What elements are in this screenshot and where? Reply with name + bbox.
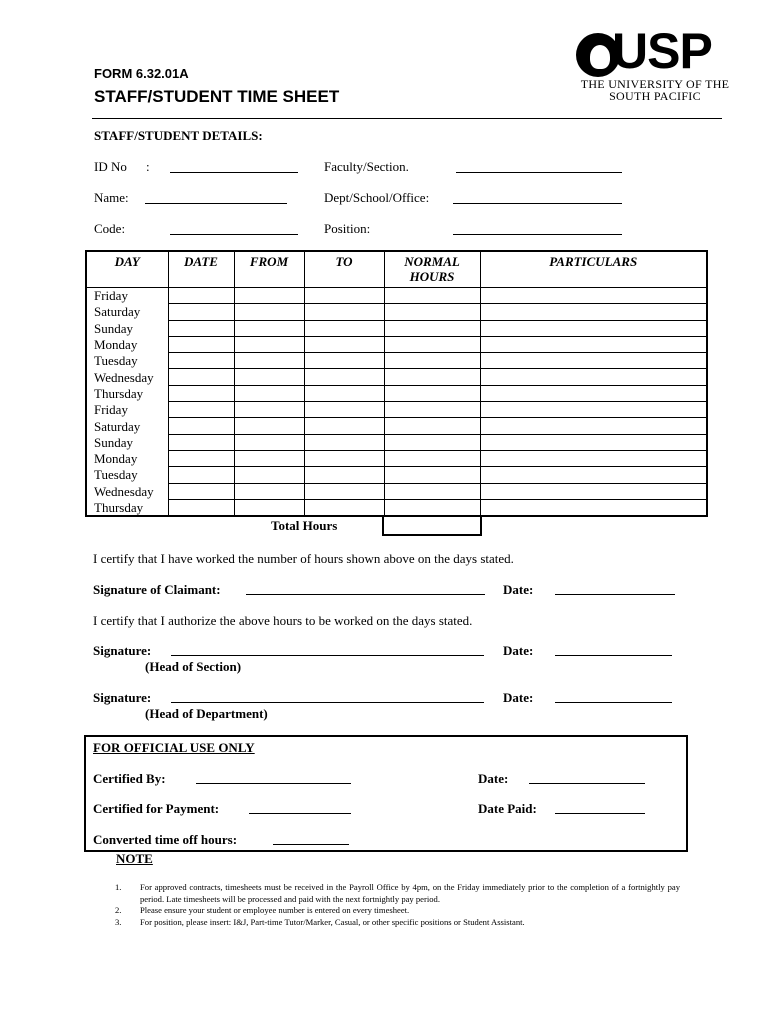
notes-list (115, 882, 680, 928)
to-cell[interactable] (304, 369, 384, 385)
from-cell[interactable] (234, 369, 304, 385)
position-label: Position: (324, 221, 371, 236)
page-title: STAFF/STUDENT TIME SHEET (94, 87, 340, 106)
certified-payment-label: Certified for Payment: (93, 801, 220, 816)
from-cell[interactable] (234, 402, 304, 418)
name-field[interactable] (145, 203, 287, 204)
position-field[interactable] (453, 234, 622, 235)
to-cell[interactable] (304, 320, 384, 336)
note-number: 2. (115, 905, 122, 915)
to-cell[interactable] (304, 336, 384, 352)
certified-by-label: Certified By: (93, 771, 166, 786)
signature-department-label: Signature: (93, 690, 152, 705)
date-cell[interactable] (168, 467, 234, 483)
col-header-date: DATE (168, 251, 234, 288)
day-cell: Tuesday (86, 353, 168, 369)
time-sheet-table (85, 250, 708, 517)
department-date-label: Date: (503, 690, 534, 705)
to-cell[interactable] (304, 288, 384, 304)
logo-subtitle-line-2: SOUTH PACIFIC (609, 89, 701, 103)
particulars-cell[interactable] (480, 483, 707, 499)
day-cell: Thursday (86, 499, 168, 516)
particulars-cell[interactable] (480, 450, 707, 466)
note-item (115, 917, 680, 929)
from-cell[interactable] (234, 483, 304, 499)
official-use-heading: FOR OFFICIAL USE ONLY (93, 740, 255, 755)
note-number: 3. (115, 916, 122, 927)
date-cell[interactable] (168, 320, 234, 336)
table-header-row (86, 251, 707, 288)
table-row (86, 402, 707, 418)
table-row (86, 353, 707, 369)
claimant-date-label: Date: (503, 582, 534, 597)
converted-time-field[interactable] (273, 844, 349, 845)
particulars-cell[interactable] (480, 353, 707, 369)
date-cell[interactable] (168, 353, 234, 369)
day-cell: Tuesday (86, 467, 168, 483)
official-date-label: Date: (478, 771, 509, 786)
table-row (86, 434, 707, 450)
normal-hours-cell[interactable] (384, 450, 480, 466)
table-row (86, 288, 707, 304)
normal-hours-cell[interactable] (384, 288, 480, 304)
logo-text: USP (612, 23, 712, 79)
from-cell[interactable] (234, 353, 304, 369)
code-field[interactable] (170, 234, 298, 235)
head-of-section-label: (Head of Section) (145, 659, 242, 674)
to-cell[interactable] (304, 353, 384, 369)
normal-hours-cell[interactable] (384, 467, 480, 483)
to-cell[interactable] (304, 418, 384, 434)
faculty-label: Faculty/Section. (324, 159, 409, 174)
particulars-cell[interactable] (480, 499, 707, 516)
faculty-field[interactable] (456, 172, 622, 173)
normal-hours-cell[interactable] (384, 369, 480, 385)
to-cell[interactable] (304, 304, 384, 320)
note-text: For approved contracts, timesheets must be received in the Payroll Office by 4pm, on the Friday immediately prior to the completion of a fortnightly pay period. Late timesheets will be processed and paid with the next fortnightly pay period. (140, 882, 680, 904)
particulars-cell[interactable] (480, 288, 707, 304)
table-row (86, 467, 707, 483)
date-paid-field[interactable] (555, 813, 645, 814)
normal-hours-cell[interactable] (384, 336, 480, 352)
normal-hours-cell[interactable] (384, 434, 480, 450)
normal-hours-cell[interactable] (384, 402, 480, 418)
date-cell[interactable] (168, 483, 234, 499)
to-cell[interactable] (304, 499, 384, 516)
particulars-cell[interactable] (480, 418, 707, 434)
day-cell: Wednesday (86, 483, 168, 499)
table-row (86, 450, 707, 466)
dept-field[interactable] (453, 203, 622, 204)
normal-hours-cell[interactable] (384, 499, 480, 516)
table-row (86, 369, 707, 385)
date-cell[interactable] (168, 402, 234, 418)
day-cell: Saturday (86, 304, 168, 320)
date-paid-label: Date Paid: (478, 801, 537, 816)
from-cell[interactable] (234, 499, 304, 516)
authorize-statement: I certify that I authorize the above hours to be worked on the days stated. (93, 613, 473, 628)
from-cell[interactable] (234, 385, 304, 401)
id-colon: : (146, 159, 150, 174)
normal-hours-cell[interactable] (384, 320, 480, 336)
from-cell[interactable] (234, 418, 304, 434)
particulars-cell[interactable] (480, 402, 707, 418)
signature-claimant-label: Signature of Claimant: (93, 582, 221, 597)
from-cell[interactable] (234, 320, 304, 336)
col-header-day: DAY (86, 251, 168, 288)
converted-time-label: Converted time off hours: (93, 832, 238, 847)
col-header-particulars: PARTICULARS (480, 251, 707, 288)
claimant-date-field[interactable] (555, 594, 675, 595)
to-cell[interactable] (304, 483, 384, 499)
to-cell[interactable] (304, 434, 384, 450)
normal-hours-cell[interactable] (384, 304, 480, 320)
date-cell[interactable] (168, 369, 234, 385)
normal-hours-cell[interactable] (384, 418, 480, 434)
col-header-normal-hours (384, 251, 480, 288)
date-cell[interactable] (168, 336, 234, 352)
particulars-cell[interactable] (480, 336, 707, 352)
normal-hours-label: NORMAL HOURS (404, 254, 460, 284)
signature-section-label: Signature: (93, 643, 152, 658)
section-date-field[interactable] (555, 655, 672, 656)
day-cell: Friday (86, 288, 168, 304)
certified-by-field[interactable] (196, 783, 351, 784)
to-cell[interactable] (304, 467, 384, 483)
to-cell[interactable] (304, 402, 384, 418)
official-date-field[interactable] (529, 783, 645, 784)
normal-hours-cell[interactable] (384, 483, 480, 499)
form-number: FORM 6.32.01A (94, 66, 189, 81)
table-row (86, 418, 707, 434)
id-field[interactable] (170, 172, 298, 173)
table-row (86, 336, 707, 352)
day-cell: Monday (86, 336, 168, 352)
note-item (115, 905, 680, 917)
from-cell[interactable] (234, 288, 304, 304)
date-cell[interactable] (168, 418, 234, 434)
total-hours-label: Total Hours (271, 518, 338, 533)
signature-department-field[interactable] (171, 702, 484, 703)
signature-claimant-field[interactable] (246, 594, 485, 595)
day-cell: Sunday (86, 320, 168, 336)
note-heading: NOTE (116, 851, 153, 866)
claimant-statement: I certify that I have worked the number of hours shown above on the days stated. (93, 551, 514, 566)
to-cell[interactable] (304, 385, 384, 401)
day-cell: Friday (86, 402, 168, 418)
particulars-cell[interactable] (480, 434, 707, 450)
table-row (86, 385, 707, 401)
details-heading: STAFF/STUDENT DETAILS: (94, 128, 263, 143)
from-cell[interactable] (234, 450, 304, 466)
code-label: Code: (94, 221, 126, 236)
col-header-from: FROM (234, 251, 304, 288)
col-header-to: TO (304, 251, 384, 288)
logo-subtitle (575, 78, 735, 102)
from-cell[interactable] (234, 467, 304, 483)
from-cell[interactable] (234, 434, 304, 450)
head-of-department-label: (Head of Department) (145, 706, 268, 721)
particulars-cell[interactable] (480, 320, 707, 336)
normal-hours-cell[interactable] (384, 353, 480, 369)
table-row (86, 499, 707, 516)
normal-hours-cell[interactable] (384, 385, 480, 401)
particulars-cell[interactable] (480, 304, 707, 320)
particulars-cell[interactable] (480, 385, 707, 401)
header-divider (92, 118, 722, 119)
particulars-cell[interactable] (480, 467, 707, 483)
date-cell[interactable] (168, 499, 234, 516)
note-item (115, 882, 680, 905)
note-text: Please ensure your student or employee number is entered on every timesheet. (140, 905, 410, 915)
day-cell: Saturday (86, 418, 168, 434)
date-cell[interactable] (168, 288, 234, 304)
total-hours-field[interactable] (382, 515, 482, 536)
logo-subtitle-line-1: THE UNIVERSITY OF THE (580, 77, 730, 91)
table-row (86, 320, 707, 336)
date-cell[interactable] (168, 385, 234, 401)
day-cell: Monday (86, 450, 168, 466)
signature-section-field[interactable] (171, 655, 484, 656)
date-cell[interactable] (168, 450, 234, 466)
name-label: Name: (94, 190, 129, 205)
day-cell: Sunday (86, 434, 168, 450)
department-date-field[interactable] (555, 702, 672, 703)
table-row (86, 483, 707, 499)
table-row (86, 304, 707, 320)
dept-label: Dept/School/Office: (324, 190, 430, 205)
date-cell[interactable] (168, 434, 234, 450)
particulars-cell[interactable] (480, 369, 707, 385)
date-cell[interactable] (168, 304, 234, 320)
from-cell[interactable] (234, 336, 304, 352)
note-number: 1. (115, 882, 122, 892)
from-cell[interactable] (234, 304, 304, 320)
section-date-label: Date: (503, 643, 534, 658)
to-cell[interactable] (304, 450, 384, 466)
day-cell: Wednesday (86, 369, 168, 385)
day-cell: Thursday (86, 385, 168, 401)
certified-payment-field[interactable] (249, 813, 351, 814)
note-text: For position, please insert: I&J, Part-time Tutor/Marker, Casual, or other specific positions or Student Assistant. (140, 916, 525, 927)
id-label: ID No (94, 159, 127, 174)
